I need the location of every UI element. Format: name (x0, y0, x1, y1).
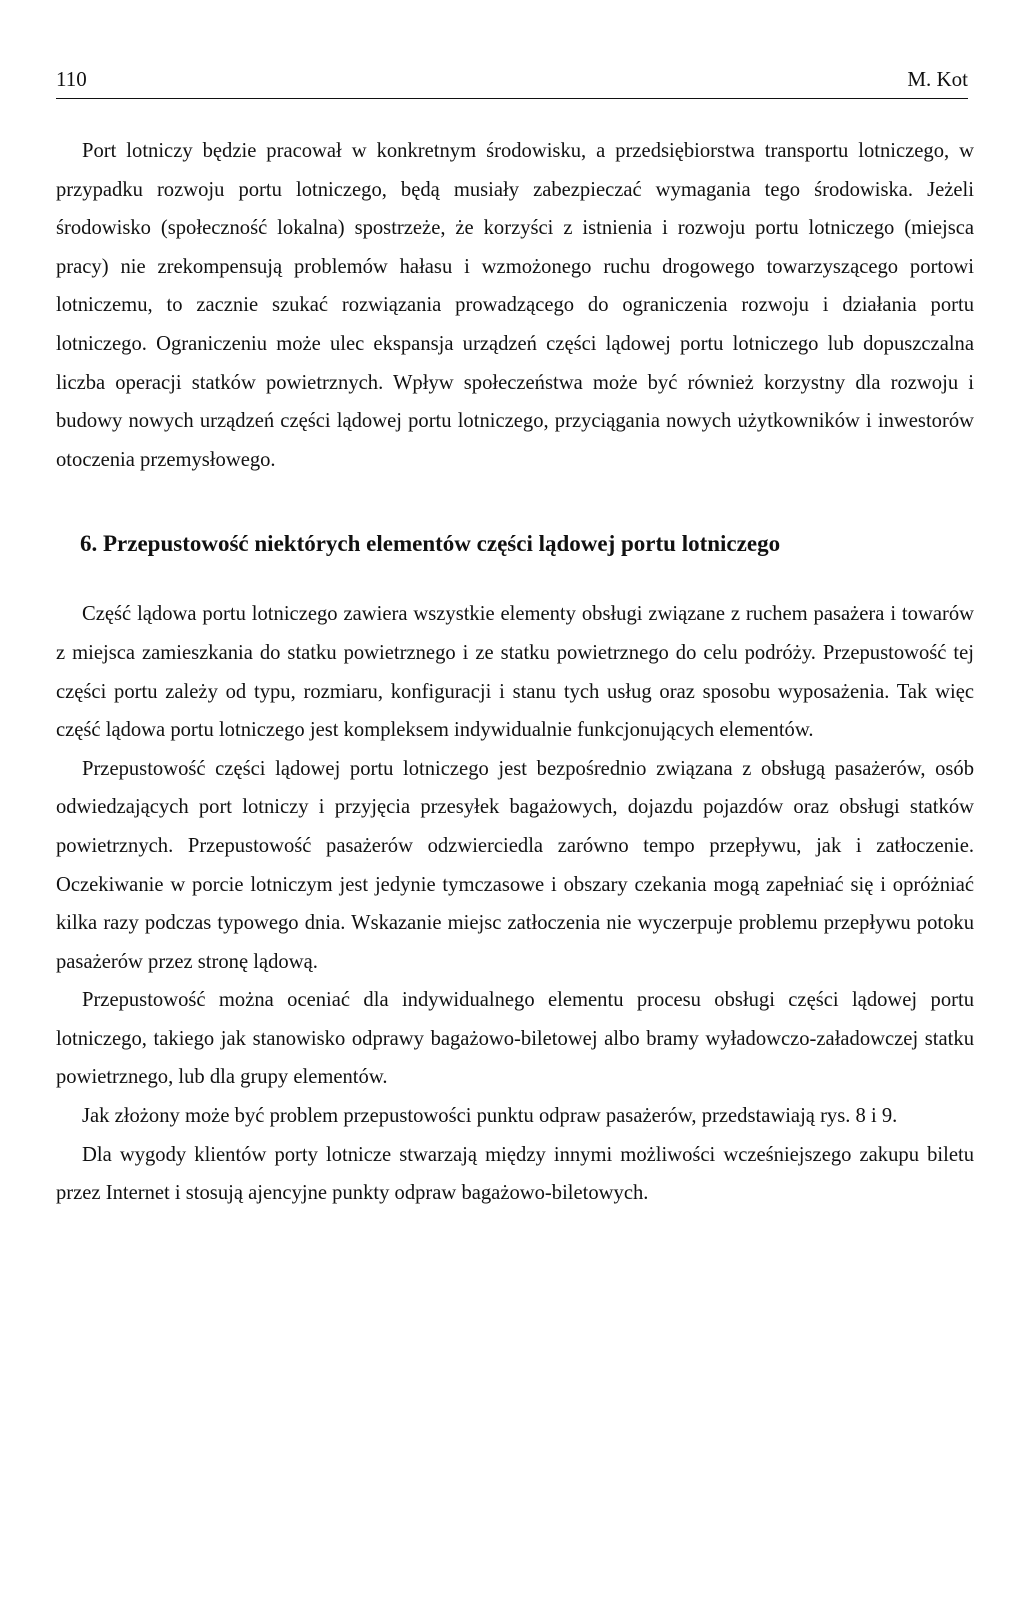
paragraph: Dla wygody klientów porty lotnicze stwarzają między innymi możliwości wcześniejszego zakupu biletu przez Internet i stosują ajencyjne punkty odpraw bagażowo-biletowych. (56, 1143, 974, 1205)
section-heading: 6. Przepustowość niektórych elementów części lądowej portu lotniczego (80, 531, 781, 557)
intro-paragraph: Port lotniczy będzie pracował w konkretnym środowisku, a przedsiębiorstwa transportu lotniczego, w przypadku rozwoju portu lotniczego, będą musiały zabezpieczać wymagania tego środowiska. Jeżeli środowisko (społeczność lokalna) spostrzeże, że korzyści z istnienia i rozwoju portu lotniczego (miejsca pracy) nie zrekompensują problemów hałasu i wzmożonego ruchu drogowego towarzyszącego portowi lotniczemu, to zacznie szukać rozwiązania prowadzącego do ograniczenia rozwoju i działania portu lotniczego. Ograniczeniu może ulec ekspansja urządzeń części lądowej portu lotniczego lub dopuszczalna liczba operacji statków powietrznych. Wpływ społeczeństwa może być również korzystny dla rozwoju i budowy nowych urządzeń części lądowej portu lotniczego, przyciągania nowych użytkowników i inwestorów otoczenia przemysłowego. (56, 140, 974, 471)
paragraph: Część lądowa portu lotniczego zawiera wszystkie elementy obsługi związane z ruchem pasażera i towarów z miejsca zamieszkania do statku powietrznego i ze statku powietrznego do celu podróży. Przepustowość tej części portu zależy od typu, rozmiaru, konfiguracji i stanu tych usług oraz sposobu wyposażenia. Tak więc część lądowa portu lotniczego jest kompleksem indywidualnie funkcjonujących elementów. (56, 603, 974, 742)
page-number: 110 (56, 67, 87, 91)
running-header-author: M. Kot (907, 67, 968, 91)
body-text (56, 132, 974, 1213)
paragraph: Przepustowość można oceniać dla indywidualnego elementu procesu obsługi części lądowej portu lotniczego, takiego jak stanowisko odprawy bagażowo-biletowej albo bramy wyładowczo-załadowczej statku powietrznego, lub dla grupy elementów. (56, 989, 974, 1089)
running-header (56, 62, 968, 99)
paragraph: Jak złożony może być problem przepustowości punktu odpraw pasażerów, przedstawiają rys. 8 i 9. (82, 1105, 898, 1128)
paragraph: Przepustowość części lądowej portu lotniczego jest bezpośrednio związana z obsługą pasażerów, osób odwiedzających port lotniczy i przyjęcia przesyłek bagażowych, dojazdu pojazdów oraz obsługi statków powietrznych. Przepustowość pasażerów odzwierciedla zarówno tempo przepływu, jak i zatłoczenie. Oczekiwanie w porcie lotniczym jest jedynie tymczasowe i obszary czekania mogą zapełniać się i opróżniać kilka razy podczas typowego dnia. Wskazanie miejsc zatłoczenia nie wyczerpuje problemu przepływu potoku pasażerów przez stronę lądową. (56, 757, 974, 973)
